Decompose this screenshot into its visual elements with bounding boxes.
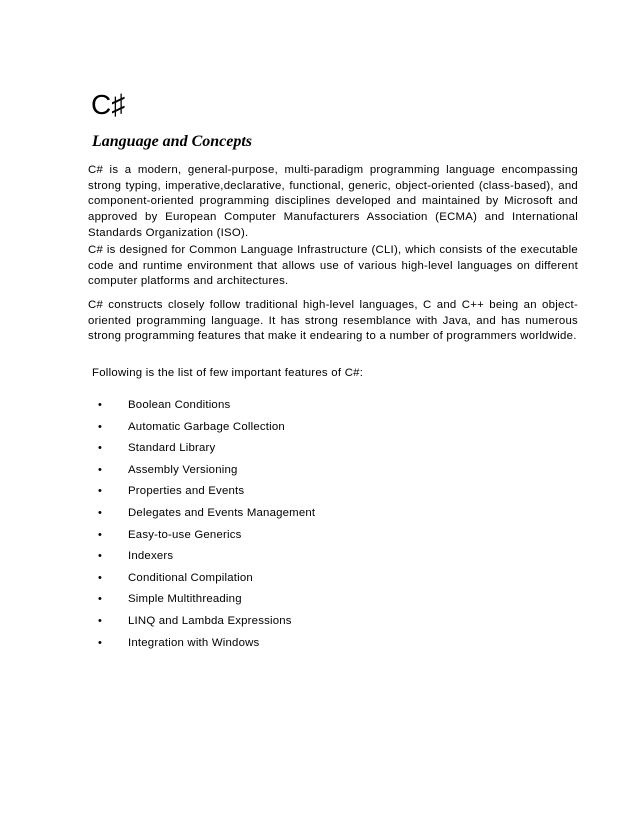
bullet-icon: • [98, 550, 103, 563]
feature-label: Boolean Conditions [128, 399, 231, 411]
feature-label: Delegates and Events Management [128, 506, 316, 519]
features-intro: Following is the list of few important features of C#: [92, 367, 364, 379]
feature-label: Assembly Versioning [128, 463, 238, 476]
feature-label: Simple Multithreading [128, 593, 242, 606]
feature-label: Standard Library [128, 442, 216, 455]
cli-paragraph: C# is designed for Common Language Infrastructure (CLI), which consists of the executable code and runtime environment that allows use of various high-level languages on different computer platforms and architectures. [88, 244, 578, 288]
feature-label: Integration with Windows [128, 636, 260, 649]
bullet-icon: • [98, 485, 103, 498]
feature-label: LINQ and Lambda Expressions [128, 614, 292, 627]
page-subtitle: Language and Concepts [92, 133, 253, 150]
bullet-icon: • [98, 420, 103, 433]
feature-label: Automatic Garbage Collection [128, 420, 285, 433]
bullet-icon: • [98, 593, 103, 606]
page-title: C♯ [91, 89, 126, 120]
intro-paragraph: C# is a modern, general-purpose, multi-paradigm programming language encompassing strong typing, imperative,declarative, functional, generic, object-oriented (class-based), and component-oriented programming disciplines developed and maintained by Microsoft and approved by European Computer Manufacturers Association (ECMA) and International Standards Organization (ISO). [88, 164, 578, 239]
bullet-icon: • [98, 506, 103, 519]
feature-label: Indexers [128, 550, 174, 563]
bullet-icon: • [98, 636, 103, 649]
bullet-icon: • [98, 571, 103, 584]
bullet-icon: • [98, 442, 103, 455]
constructs-paragraph: C# constructs closely follow traditional high-level languages, C and C++ being an object-oriented programming language. It has strong resemblance with Java, and has numerous strong programming features that make it endearing to a number of programmers worldwide. [88, 299, 578, 343]
bullet-icon: • [98, 614, 103, 627]
bullet-icon: • [98, 399, 103, 411]
bullet-icon: • [98, 528, 103, 541]
feature-label: Properties and Events [128, 485, 245, 498]
feature-label: Conditional Compilation [128, 571, 253, 584]
feature-label: Easy-to-use Generics [128, 528, 242, 541]
bullet-icon: • [98, 463, 103, 476]
